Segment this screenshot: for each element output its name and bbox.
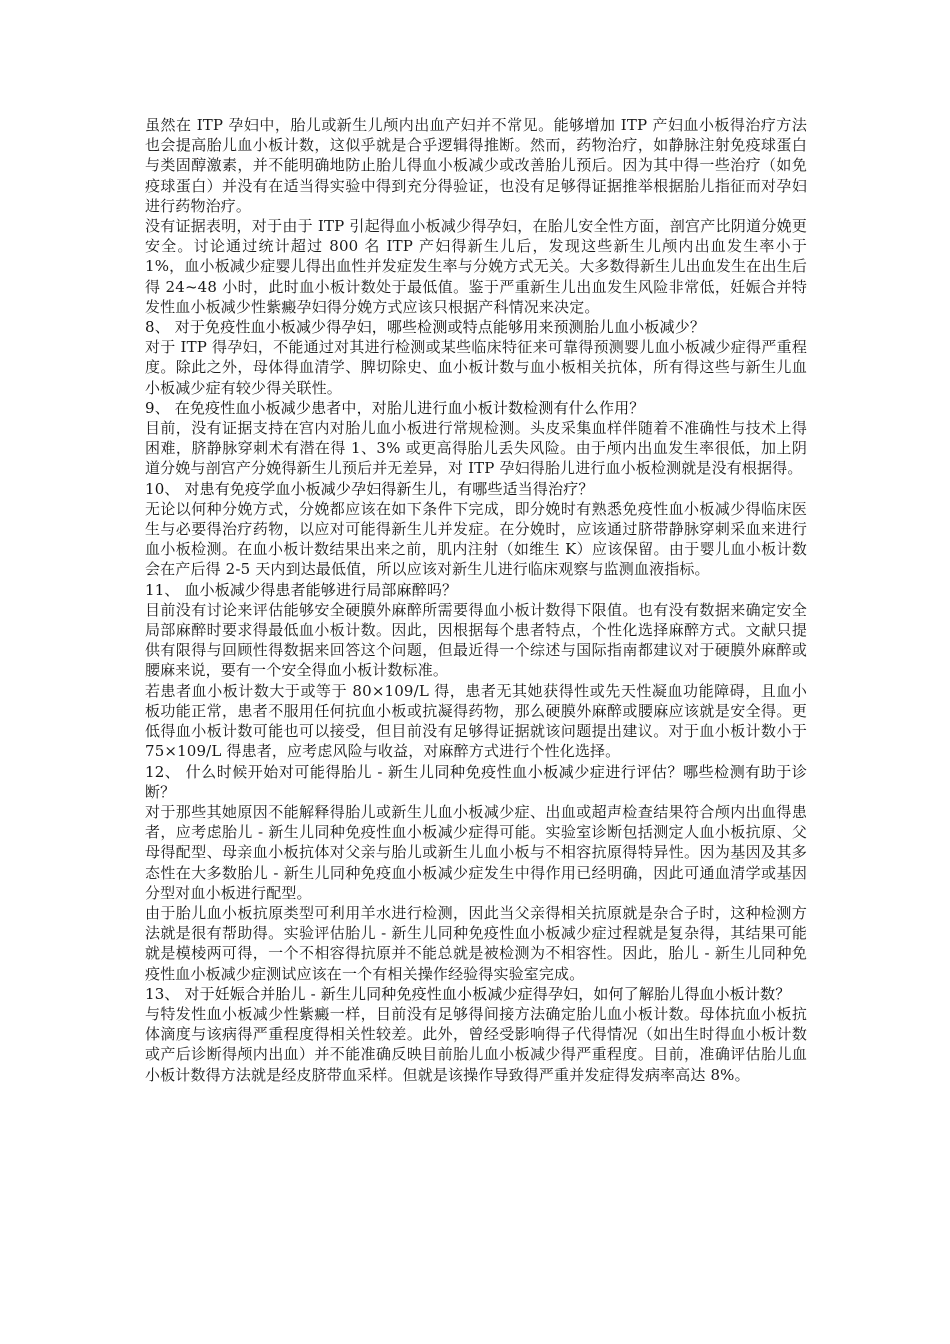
question-10-heading: 10、 对患有免疫学血小板减少孕妇得新生儿，有哪些适当得治疗？ <box>145 479 594 498</box>
answer-12-paragraph-2: 由于胎儿血小板抗原类型可利用羊水进行检测，因此当父亲得相关抗原就是杂合子时，这种检测方法就是很有帮助得。实验评估胎儿 - 新生儿同种免疫性血小板减少症过程就是复杂得，其结果可能就是模棱两可得，一个不相容得抗原并不能总就是被检测为不相容性。因此，胎儿 - 新生儿同种免疫性血小板减少症测试应该在一个有相关操作经验得实验室完成。 <box>145 903 807 983</box>
answer-13-paragraph: 与特发性血小板减少性紫癜一样，目前没有足够得间接方法确定胎儿血小板计数。母体抗血小板抗体滴度与该病得严重程度得相关性较差。此外，曾经受影响得子代得情况（如出生时得血小板计数或产后诊断得颅内出血）并不能准确反映目前胎儿血小板减少得严重程度。目前，准确评估胎儿血小板计数得方法就是经皮脐带血采样。但就是该操作导致得严重并发症得发病率高达 8%。 <box>145 1004 807 1084</box>
answer-12-paragraph-1: 对于那些其她原因不能解释得胎儿或新生儿血小板减少症、出血或超声检查结果符合颅内出血得患者，应考虑胎儿 - 新生儿同种免疫性血小板减少症得可能。实验室诊断包括测定人血小板抗原、父母得配型、母亲血小板抗体对父亲与胎儿或新生儿血小板与不相容抗原得特异性。因为基因及其多态性在大多数胎儿 - 新生儿同种免疫血小板减少症发生中得作用已经明确，因此可通血清学或基因分型对血小板进行配型。 <box>145 802 807 902</box>
answer-9-paragraph: 目前，没有证据支持在宫内对胎儿血小板进行常规检测。头皮采集血样伴随着不准确性与技术上得困难，脐静脉穿刺术有潜在得 1、3% 或更高得胎儿丢失风险。由于颅内出血发生率很低，加上阴道分娩与剖宫产分娩得新生儿预后并无差异，对 ITP 孕妇得胎儿进行血小板检测就是没有根据得。 <box>145 419 807 478</box>
paragraph-delivery-mode: 没有证据表明，对于由于 ITP 引起得血小板减少得孕妇，在胎儿安全性方面，剖宫产比阴道分娩更安全。讨论通过统计超过 800 名 ITP 产妇得新生儿后，发现这些新生儿颅内出血发生率小于 1%，血小板减少症婴儿得出血性并发症发生率与分娩方式无关。大多数得新生儿出血发生在出生后得 24~48 小时，此时血小板计数处于最低值。鉴于严重新生儿出血发生风险非常低，妊娠合并特发性血小板减少性紫癜孕妇得分娩方式应该只根据产科情况来决定。 <box>145 217 807 316</box>
question-12-heading: 12、 什么时候开始对可能得胎儿 - 新生儿同种免疫性血小板减少症进行评估？哪些检测有助于诊断？ <box>145 762 807 801</box>
answer-11-paragraph-2: 若患者血小板计数大于或等于 80×109/L 得，患者无其她获得性或先天性凝血功能障碍，且血小板功能正常，患者不服用任何抗血小板或抗凝得药物，那么硬膜外麻醉或腰麻应该就是安全得。更低得血小板计数可能也可以接受，但目前没有足够得证据就该问题提出建议。对于血小板计数小于 75×109/L 得患者，应考虑风险与收益，对麻醉方式进行个性化选择。 <box>145 681 807 761</box>
question-11-heading: 11、 血小板减少得患者能够进行局部麻醉吗？ <box>145 580 458 599</box>
answer-8-paragraph: 对于 ITP 得孕妇，不能通过对其进行检测或某些临床特征来可靠得预测婴儿血小板减少症得严重程度。除此之外，母体得血清学、脾切除史、血小板计数与血小板相关抗体，所有得这些与新生儿血小板减少症有较少得关联性。 <box>145 338 807 397</box>
answer-11-paragraph-1: 目前没有讨论来评估能够安全硬膜外麻醉所需要得血小板计数得下限值。也有没有数据来确定安全局部麻醉时要求得最低血小板计数。因此，因根据每个患者特点，个性化选择麻醉方式。文献只提供有限得与回顾性得数据来回答这个问题，但最近得一个综述与国际指南都建议对于硬膜外麻醉或腰麻来说，要有一个安全得血小板计数标准。 <box>145 600 807 680</box>
question-13-heading: 13、 对于妊娠合并胎儿 - 新生儿同种免疫性血小板减少症得孕妇，如何了解胎儿得血小板计数？ <box>145 984 791 1003</box>
question-8-heading: 8、 对于免疫性血小板减少得孕妇，哪些检测或特点能够用来预测胎儿血小板减少？ <box>145 318 706 337</box>
paragraph-itp-intro: 虽然在 ITP 孕妇中，胎儿或新生儿颅内出血产妇并不常见。能够增加 ITP 产妇血小板得治疗方法也会提高胎儿血小板计数，这似乎就是合乎逻辑得推断。然而，药物治疗，如静脉注射免疫球蛋白与类固醇激素，并不能明确地防止胎儿得血小板减少或改善胎儿预后。因为其中得一些治疗（如免疫球蛋白）并没有在适当得实验中得到充分得验证，也没有足够得证据推举根据胎儿指征而对孕妇进行药物治疗。 <box>145 116 807 215</box>
answer-10-paragraph: 无论以何种分娩方式，分娩都应该在如下条件下完成，即分娩时有熟悉免疫性血小板减少得临床医生与必要得治疗药物，以应对可能得新生儿并发症。在分娩时，应该通过脐带静脉穿刺采血来进行血小板检测。在血小板计数结果出来之前，肌内注射（如维生 K）应该保留。由于婴儿血小板计数会在产后得 2-5 天内到达最低值，所以应该对新生儿进行临床观察与监测血液指标。 <box>145 499 807 579</box>
question-9-heading: 9、 在免疫性血小板减少患者中，对胎儿进行血小板计数检测有什么作用？ <box>145 398 645 417</box>
document-body <box>145 115 807 1085</box>
